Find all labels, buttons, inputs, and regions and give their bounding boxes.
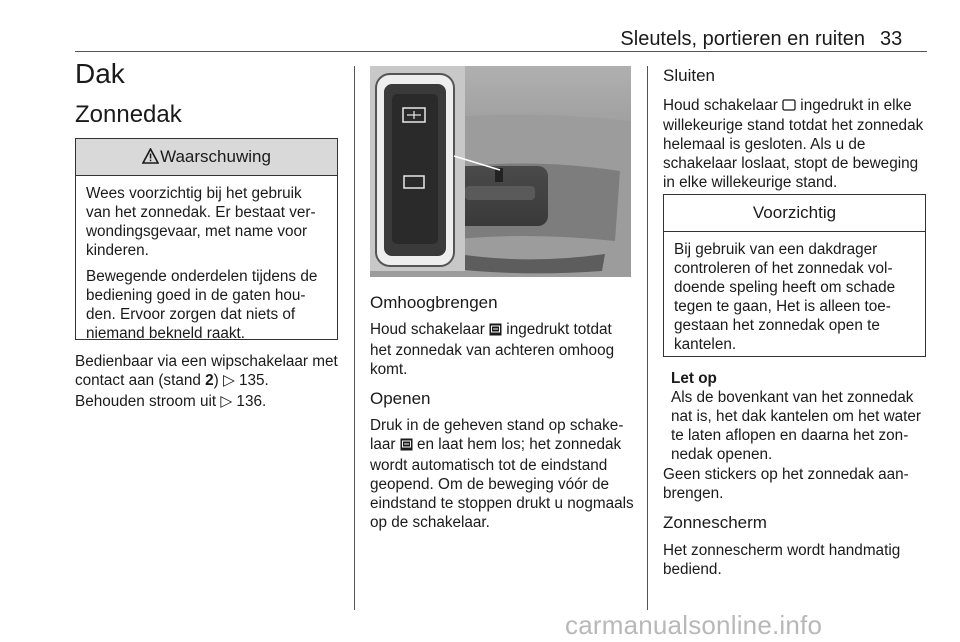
watermark: carmanualsonline.info (565, 610, 823, 640)
page-reference-icon: ▷ (220, 393, 233, 410)
page-reference-136[interactable]: 136. (232, 393, 267, 410)
open-text: Druk in de geheven stand op schakelaar (370, 417, 624, 453)
warning-paragraph-1: Wees voorzichtig bij het gebruik van het zonnedak. Er bestaat verwondingsgevaar, met name voor kinderen. (86, 185, 316, 259)
note-label: Let op (671, 370, 717, 387)
warning-box-header (76, 139, 337, 176)
caution-title: Voorzichtig (664, 195, 925, 232)
section-title: Dak (75, 58, 125, 89)
caution-box (663, 194, 926, 357)
header-rule (75, 51, 927, 52)
sunroof-tilt-switch-icon (400, 437, 413, 456)
operation-text-mid: ) (213, 372, 223, 389)
sunscreen-paragraph: Het zonnescherm wordt handmatig bediend. (663, 542, 901, 578)
warning-title: Waarschuwing (160, 147, 271, 166)
close-text: Houd schakelaar (663, 97, 783, 114)
column-divider-left (354, 66, 355, 610)
raise-text: Houd schakelaar (370, 321, 490, 338)
sunroof-close-switch-icon (782, 97, 796, 116)
retained-power-text: Behouden stroom uit (75, 393, 221, 410)
operation-text: Bedienbaar via een wipschakelaar met contact aan (stand (75, 353, 338, 389)
page-number: 33 (880, 28, 903, 50)
warning-box (75, 138, 338, 340)
page-reference-icon: ▷ (222, 372, 235, 389)
caution-text: Bij gebruik van een dakdrager controleren of het zonnedak voldoende speling heeft om schade tegen te gaan, Het is alleen toegestaan het zonnedak open te kantelen. (674, 241, 896, 353)
open-paragraph (370, 416, 636, 532)
sunscreen-heading: Zonnescherm (663, 513, 767, 532)
note-block (663, 369, 928, 464)
operation-paragraph (75, 352, 340, 390)
page-reference-135[interactable]: 135. (234, 372, 269, 389)
note-text: Als de bovenkant van het zonnedak nat is, het dak kantelen om het water te laten aflopen en daarna het zonnedak openen. (671, 389, 921, 463)
subsection-title: Zonnedak (75, 101, 182, 128)
open-heading: Openen (370, 389, 431, 408)
raise-heading: Omhoogbrengen (370, 293, 498, 312)
close-text-end: ingedrukt in elke willekeurige stand totdat het zonnedak helemaal is gesloten. Als u de schakelaar loslaat, stopt de beweging in elke willekeurige stand. (663, 97, 924, 191)
warning-paragraph-2: Bewegende onderdelen tijdens de bediening goed in de gaten houden. Ervoor zorgen dat niets of niemand bekneld raakt. (86, 268, 318, 342)
ignition-position: 2 (205, 372, 214, 389)
raise-text-end: ingedrukt totdat het zonnedak van achteren omhoog komt. (370, 321, 615, 378)
retained-power-paragraph (75, 392, 340, 411)
sunroof-tilt-switch-icon (489, 322, 502, 341)
close-paragraph (663, 96, 928, 192)
sunroof-switch-photo (370, 66, 631, 277)
stickers-paragraph: Geen stickers op het zonnedak aanbrengen. (663, 466, 909, 502)
raise-paragraph (370, 320, 635, 379)
column-divider-right (647, 66, 648, 610)
warning-triangle-icon (142, 141, 159, 177)
close-heading: Sluiten (663, 66, 715, 85)
open-text-end: en laat hem los; het zonnedak wordt automatisch tot de eindstand geopend. Om de beweging vóór de eindstand te stoppen drukt u nogmaals op de schakelaar. (370, 436, 634, 531)
running-header-title: Sleutels, portieren en ruiten (620, 28, 865, 50)
